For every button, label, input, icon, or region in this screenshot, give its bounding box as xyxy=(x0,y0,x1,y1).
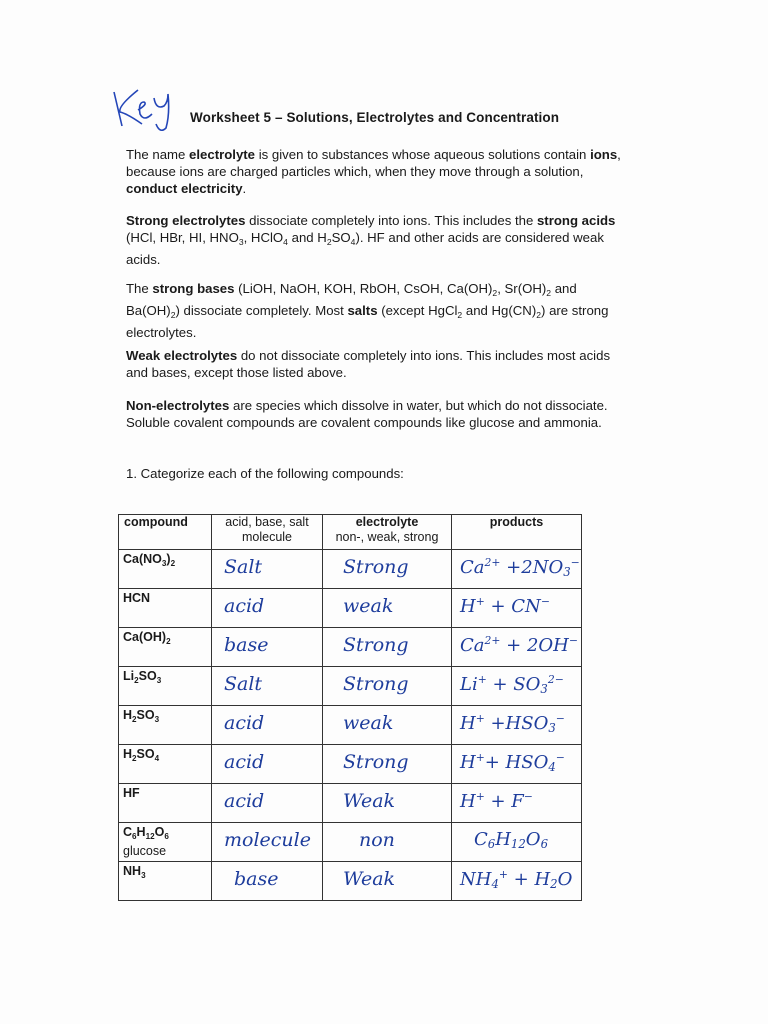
electrolyte-cell[interactable]: non xyxy=(323,823,452,862)
header-type: acid, base, salt molecule xyxy=(212,515,323,550)
electrolyte-cell[interactable]: Strong xyxy=(323,667,452,706)
table-row xyxy=(119,706,582,745)
type-cell[interactable]: base xyxy=(212,862,323,901)
electrolyte-cell[interactable]: Weak xyxy=(323,784,452,823)
paragraph-weak-electrolytes: Weak electrolytes do not dissociate completely into ions. This includes most acids and bases, except those listed above. xyxy=(126,348,611,380)
type-cell[interactable]: molecule xyxy=(212,823,323,862)
products-cell[interactable]: H+ + CN− xyxy=(452,589,582,628)
table-row xyxy=(119,589,582,628)
header-compound: compound xyxy=(119,515,212,550)
compound-cell: $H_2SO_3$ xyxy=(119,706,212,745)
products-cell[interactable]: $H^++ HSO_4^-$ xyxy=(452,745,582,784)
header-products: products xyxy=(452,515,582,550)
table-header-row xyxy=(119,515,582,550)
compound-cell: HCN xyxy=(119,589,212,628)
electrolyte-cell[interactable]: Strong xyxy=(323,628,452,667)
compound-cell: HF xyxy=(119,784,212,823)
table-row xyxy=(119,862,582,901)
type-cell[interactable]: acid xyxy=(212,589,323,628)
table-row xyxy=(119,784,582,823)
paragraph-strong-bases: The strong bases (LiOH, NaOH, KOH, RbOH, CsOH, $Ca(OH)_2$, $Sr(OH)_2$ and $Ba(OH)_2$) dissociate completely. Most salts (except HgCl$_2$ and $Hg(CN)_2$) are strong electrolytes. xyxy=(126,281,609,340)
compound-cell: $NH_3$ xyxy=(119,862,212,901)
electrolyte-cell[interactable]: weak xyxy=(323,706,452,745)
table-row xyxy=(119,823,582,862)
products-cell[interactable]: $Ca^{2+} +2NO_3^-$ xyxy=(452,550,582,589)
electrolyte-cell[interactable]: weak xyxy=(323,589,452,628)
type-cell[interactable]: base xyxy=(212,628,323,667)
type-cell[interactable]: Salt xyxy=(212,550,323,589)
products-cell[interactable]: $Li^+ + SO_3^{2-}$ xyxy=(452,667,582,706)
type-cell[interactable]: acid xyxy=(212,706,323,745)
table-row xyxy=(119,628,582,667)
table-row xyxy=(119,745,582,784)
compound-cell: $Ca(OH)_2$ xyxy=(119,628,212,667)
electrolyte-cell[interactable]: Strong xyxy=(323,550,452,589)
worksheet-title: Worksheet 5 – Solutions, Electrolytes and Concentration xyxy=(190,110,560,125)
products-cell[interactable]: $H^+ +HSO_3^-$ xyxy=(452,706,582,745)
table-row xyxy=(119,667,582,706)
compound-cell: $Ca(NO_3)_2$ xyxy=(119,550,212,589)
paragraph-electrolyte-definition: The name electrolyte is given to substances whose aqueous solutions contain ions, because ions are charged particles which, when they move through a solution, conduct electricity. xyxy=(126,147,621,196)
type-cell[interactable]: Salt xyxy=(212,667,323,706)
type-cell[interactable]: acid xyxy=(212,745,323,784)
question-1: 1. Categorize each of the following compounds: xyxy=(126,466,404,481)
compound-cell: $H_2SO_4$ xyxy=(119,745,212,784)
products-cell[interactable]: $Ca^{2+} + 2OH^-$ xyxy=(452,628,582,667)
electrolyte-cell[interactable]: Strong xyxy=(323,745,452,784)
compound-cell: $Li_2SO_3$ xyxy=(119,667,212,706)
electrolyte-cell[interactable]: Weak xyxy=(323,862,452,901)
header-electrolyte: electrolyte non-, weak, strong xyxy=(323,515,452,550)
compound-cell: $C_6H_{12}O_6$ glucose xyxy=(119,823,212,862)
handwritten-key-mark xyxy=(108,84,178,134)
products-cell[interactable]: H+ + F− xyxy=(452,784,582,823)
products-cell[interactable]: $C_6H_{12}O_6$ xyxy=(452,823,582,862)
table-row xyxy=(119,550,582,589)
paragraph-strong-electrolytes: Strong electrolytes dissociate completely into ions. This includes the strong acids (HCl, HBr, HI, $HNO_3$, HClO$_4$ and $H_2SO_4$). HF and other acids are considered weak acids. xyxy=(126,213,616,267)
paragraph-non-electrolytes: Non-electrolytes are species which dissolve in water, but which do not dissociate. Soluble covalent compounds are covalent compounds like glucose and ammonia. xyxy=(126,398,608,430)
type-cell[interactable]: acid xyxy=(212,784,323,823)
compounds-table xyxy=(118,514,582,901)
products-cell[interactable]: $NH_4^+ + H_2O$ xyxy=(452,862,582,901)
